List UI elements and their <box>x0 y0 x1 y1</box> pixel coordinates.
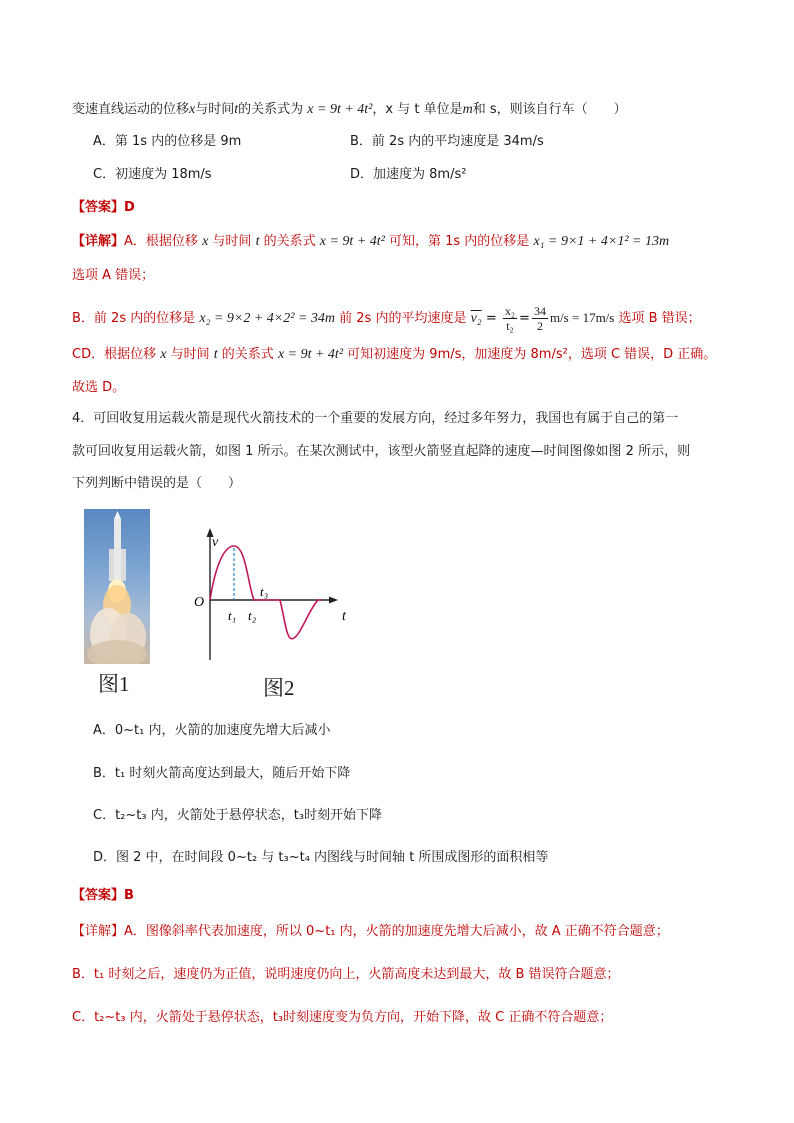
q3-option-a: A．第 1s 内的位移是 9m <box>93 134 242 149</box>
q4-option-d: D．图 2 中，在时间段 0~t₂ 与 t₃~t₄ 内图线与时间轴 t 所围成图形的面积相等 <box>93 850 549 865</box>
q4-answer: 【答案】B <box>72 888 134 903</box>
velocity-time-graph <box>190 524 360 664</box>
t1-label: t₁ <box>228 608 237 623</box>
q4-stem-line2: 款可回收复用运载火箭，如图 1 所示。在某次测试中，该型火箭竖直起降的速度—时间图像如图 2 所示，则 <box>72 444 691 459</box>
q3-option-b: B．前 2s 内的平均速度是 34m/s <box>350 134 544 149</box>
q3-formula: x = 9t + 4t² <box>307 102 373 117</box>
q3-detail-cd: CD．根据位移 x 与时间 t 的关系式 x = 9t + 4t² 可知初速度为 9m/s，加速度为 8m/s²，选项 C 错误，D 正确。 <box>72 347 717 362</box>
q3-option-c: C．初速度为 18m/s <box>93 167 212 182</box>
figure-2-caption: 图2 <box>263 676 295 700</box>
q4-detail-a: 【详解】A．图像斜率代表加速度，所以 0~t₁ 内，火箭的加速度先增大后减小，故 A 正确不符合题意； <box>72 924 669 939</box>
q3-stem-text: 变速直线运动的位移 <box>72 102 190 117</box>
q3-detail-b: B．前 2s 内的位移是 x₂ = 9×2 + 4×2² = 34m 前 2s 内的平均速度是 v₂ = $\frac{\text{x₂}}{\text{t₂}}$ = $\frac{34}{2}$ m/s = 17m/s 选项 B 错误； <box>72 304 701 333</box>
q4-option-a: A．0~t₁ 内，火箭的加速度先增大后减小 <box>93 723 331 738</box>
q3-detail-a-conclusion: 选项 A 错误； <box>72 268 155 283</box>
t3-label: t₃ <box>260 584 269 599</box>
q3-stem: 变速直线运动的位移x与时间t的关系式为 x = 9t + 4t²，x 与 t 单位是m和 s，则该自行车（ ） <box>72 102 627 117</box>
q3-answer: 【答案】D <box>72 200 135 215</box>
v-label: v <box>212 535 219 550</box>
q3-option-d: D．加速度为 8m/s² <box>350 167 467 182</box>
rocket-icon <box>84 509 150 664</box>
figure-1-caption: 图1 <box>98 672 130 696</box>
q4-stem-line1: 4．可回收复用运载火箭是现代火箭技术的一个重要的发展方向，经过多年努力，我国也有属于自己的第一 <box>72 411 679 426</box>
q4-stem-line3: 下列判断中错误的是（ ） <box>72 476 242 491</box>
t-axis-arrow <box>329 597 338 604</box>
q4-option-c: C．t₂~t₃ 内，火箭处于悬停状态，t₃时刻开始下降 <box>93 808 383 823</box>
q3-detail-a: 【详解】A．根据位移 x 与时间 t 的关系式 x = 9t + 4t² 可知，第 1s 内的位移是 x₁ = 9×1 + 4×1² = 13m <box>72 234 670 249</box>
origin-label: O <box>194 595 205 610</box>
q4-option-b: B．t₁ 时刻火箭高度达到最大，随后开始下降 <box>93 766 351 781</box>
t-label: t <box>342 609 346 624</box>
rocket-photo <box>84 509 150 664</box>
q4-detail-c: C．t₂~t₃ 内，火箭处于悬停状态，t₃时刻速度变为负方向，开始下降，故 C 正确不符合题意； <box>72 1010 613 1025</box>
q3-conclusion: 故选 D。 <box>72 380 126 395</box>
t2-label: t₂ <box>248 608 257 623</box>
q4-detail-b: B．t₁ 时刻之后，速度仍为正值，说明速度仍向上，火箭高度未达到最大，故 B 错误符合题意； <box>72 967 620 982</box>
